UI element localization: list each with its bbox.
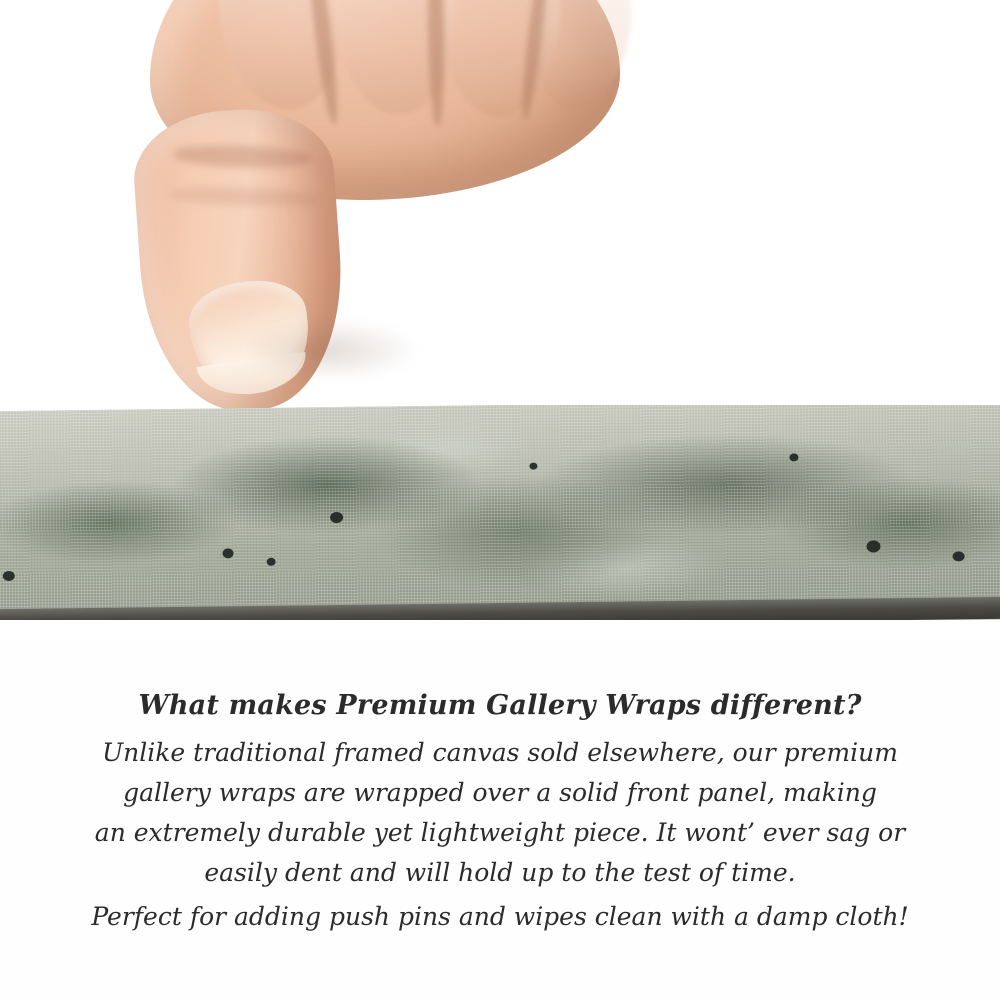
canvas-speck [529,463,537,470]
finger-crease [169,185,320,208]
canvas-speck [330,512,343,523]
canvas-edge-strip [0,405,1000,620]
canvas-speck [953,551,965,561]
canvas-weave-texture [0,405,1000,616]
caption-line: easily dent and will hold up to the test of time. [204,858,796,887]
hand-illustration [120,0,640,430]
contact-shadow [240,320,420,380]
caption-final-line: Perfect for adding push pins and wipes clean with a damp cloth! [91,902,909,931]
canvas-speck [789,453,798,461]
caption-line: Unlike traditional framed canvas sold elsewhere, our premium [102,738,898,767]
knuckle-crease [426,0,445,127]
caption-block [0,690,1000,937]
canvas-speck [222,548,233,558]
canvas-speck [3,571,15,581]
caption-line: gallery wraps are wrapped over a solid front panel, making [123,778,877,807]
canvas-speck [866,540,880,552]
caption-heading: What makes Premium Gallery Wraps different? [138,690,862,721]
caption-line: an extremely durable yet lightweight piece. It wont’ ever sag or [94,818,906,847]
canvas-speck [267,558,276,566]
canvas-printed-surface [0,405,1000,616]
finger-crease [172,143,313,170]
